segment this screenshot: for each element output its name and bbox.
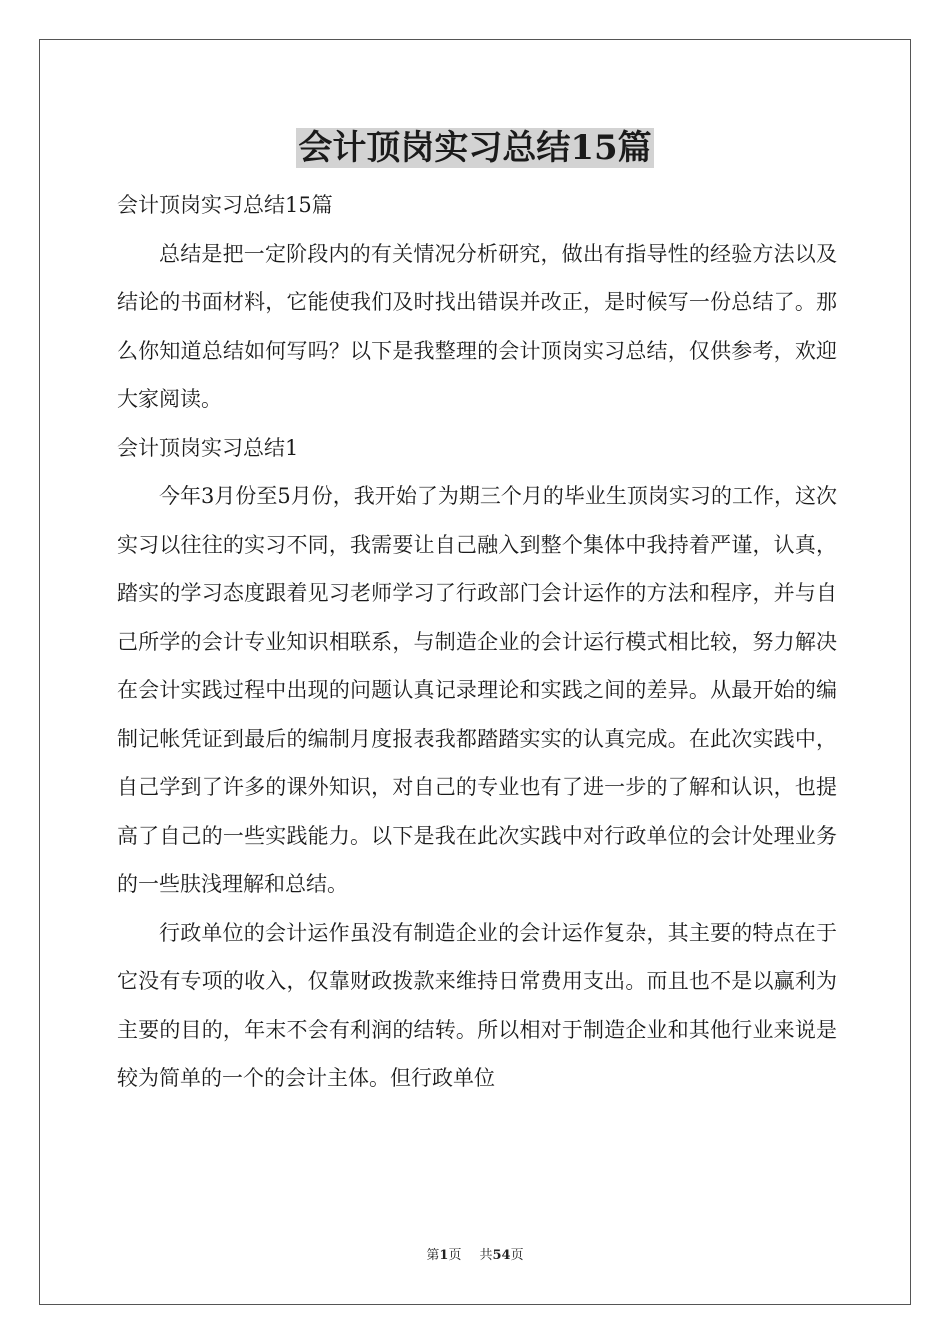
document-body [117, 181, 837, 1103]
subtitle-line: 会计顶岗实习总结15篇 [117, 193, 333, 217]
body-paragraph: 今年3月份至5月份，我开始了为期三个月的毕业生顶岗实习的工作，这次实习以往往的实习不同，我需要让自己融入到整个集体中我持着严谨，认真，踏实的学习态度跟着见习老师学习了行政部门会计运作的方法和程序，并与自己所学的会计专业知识相联系，与制造企业的会计运行模式相比较，努力解决在会计实践过程中出现的问题认真记录理论和实践之间的差异。从最开始的编制记帐凭证到最后的编制月度报表我都踏踏实实的认真完成。在此次实践中，自己学到了许多的课外知识，对自己的专业也有了进一步的了解和认识，也提高了自己的一些实践能力。以下是我在此次实践中对行政单位的会计处理业务的一些肤浅理解和总结。 [117, 484, 837, 896]
page-prefix: 第 [426, 1248, 440, 1263]
section-heading: 会计顶岗实习总结1 [117, 435, 299, 460]
total-suffix: 页 [510, 1248, 524, 1263]
document-title [0, 126, 950, 170]
page-number: 1 [439, 1248, 449, 1263]
page-footer [0, 1247, 950, 1265]
total-pages: 54 [492, 1248, 511, 1263]
total-prefix: 共 [479, 1248, 493, 1263]
document-title-text: 会计顶岗实习总结15篇 [298, 128, 652, 168]
intro-paragraph: 总结是把一定阶段内的有关情况分析研究，做出有指导性的经验方法以及结论的书面材料，它能使我们及时找出错误并改正，是时候写一份总结了。那么你知道总结如何写吗？以下是我整理的会计顶岗实习总结，仅供参考，欢迎大家阅读。 [117, 241, 837, 411]
body-paragraph: 行政单位的会计运作虽没有制造企业的会计运作复杂，其主要的特点在于它没有专项的收入，仅靠财政拨款来维持日常费用支出。而且也不是以赢利为主要的目的，年末不会有利润的结转。所以相对于制造企业和其他行业来说是较为简单的一个的会计主体。但行政单位 [117, 920, 837, 1090]
page-suffix: 页 [448, 1248, 462, 1263]
